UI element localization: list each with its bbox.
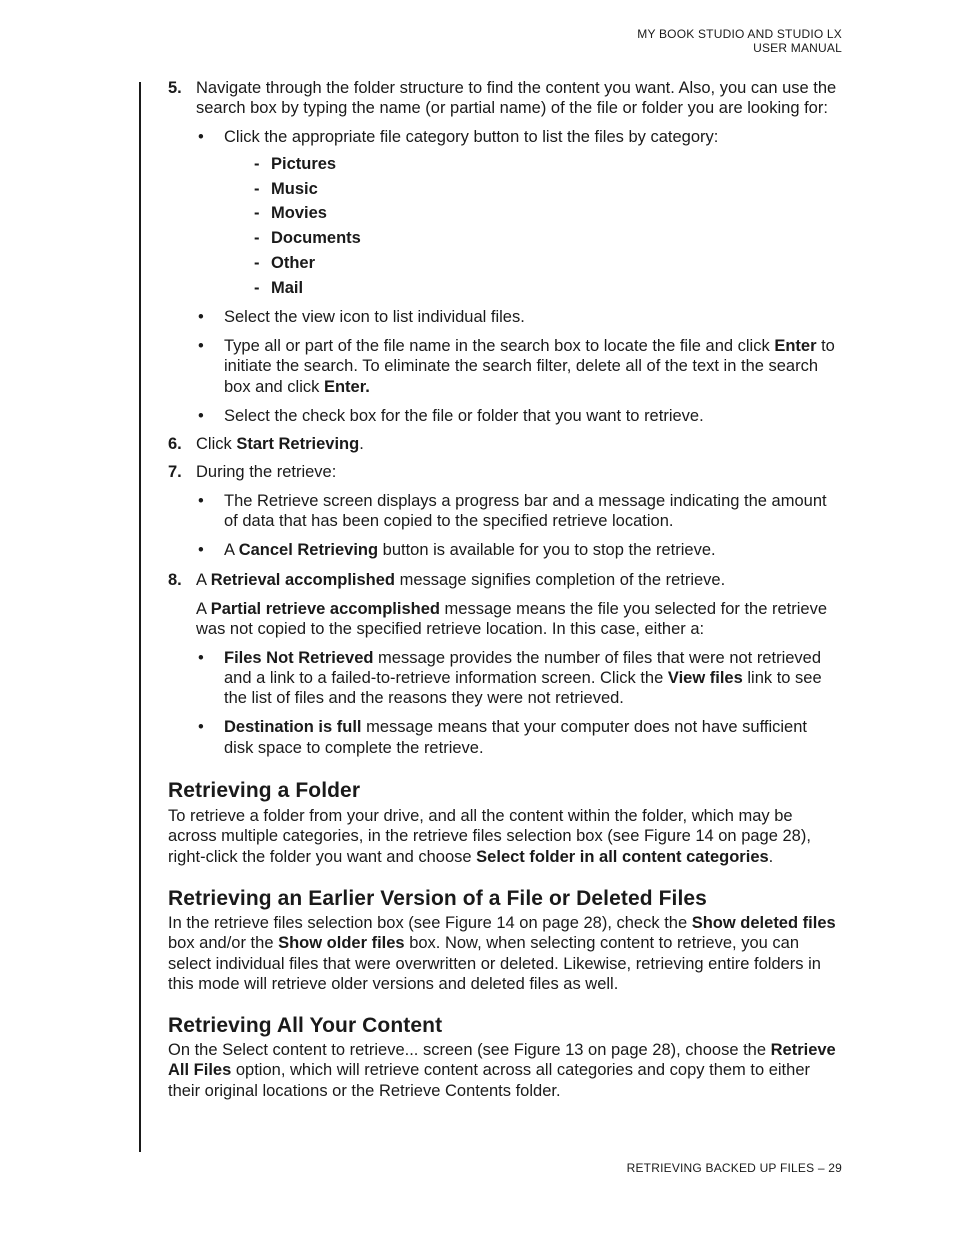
text-run: To retrieve a folder from your drive, and all the content within the folder, which may be across multiple categories, in the retrieve files selection box (see Figure 14 on page 28), right-click the folder you want and choose bbox=[168, 807, 811, 866]
text-run: A bbox=[224, 541, 239, 560]
step-7-bullets bbox=[196, 491, 840, 561]
step-text: During the retrieve: bbox=[196, 463, 337, 482]
bullet-destination-full bbox=[196, 717, 840, 758]
text-run: to initiate the search. To eliminate the search filter, delete all of the text in the search box and click bbox=[224, 336, 835, 396]
text-run: box. Now, when selecting content to retrieve, you can select individual files that were overwritten or deleted. Likewise, retrieving entire folders in this mode will retrieve older versions and deleted files as well. bbox=[168, 934, 821, 993]
step-text: Navigate through the folder structure to find the content you want. Also, you can use the search box by typing the name (or partial name) of the file or folder you are looking for: bbox=[196, 79, 837, 118]
text-run: On the Select content to retrieve... screen (see Figure 13 on page 28), choose the bbox=[168, 1041, 771, 1060]
header-title: MY BOOK STUDIO AND STUDIO LX bbox=[637, 27, 842, 41]
bold-run: Retrieve All Files bbox=[168, 1041, 836, 1080]
bullet-check: • Select the check box for the file or folder that you want to retrieve. bbox=[196, 406, 840, 426]
step-5-bullets bbox=[196, 127, 840, 427]
page-body bbox=[168, 78, 840, 1101]
section-paragraph bbox=[168, 1040, 840, 1101]
category-list bbox=[224, 152, 840, 301]
text-run: . bbox=[359, 435, 364, 454]
bold-run: Destination is full bbox=[224, 718, 362, 737]
text-run: message provides the number of files that were not retrieved and a link to a failed-to-retrieve information screen. Click the bbox=[224, 648, 822, 687]
bold-run: Partial retrieve accomplished bbox=[210, 599, 440, 618]
bold-run: Cancel Retrieving bbox=[238, 541, 379, 560]
bold-run: Show deleted files bbox=[691, 913, 836, 932]
section-heading: Retrieving All Your Content bbox=[168, 1014, 443, 1038]
bullet-text: Click the appropriate file category button to list the files by category: bbox=[224, 127, 719, 146]
text-run: message signifies completion of the retrieve. bbox=[395, 570, 726, 589]
text-run: box and/or the bbox=[168, 934, 279, 953]
text-run: button is available for you to stop the retrieve. bbox=[378, 541, 716, 560]
header-subtitle: USER MANUAL bbox=[753, 41, 842, 55]
bullet-search bbox=[196, 336, 840, 397]
step-number: 6. bbox=[168, 435, 182, 454]
page-header bbox=[637, 27, 842, 55]
page-footer: RETRIEVING BACKED UP FILES – 29 bbox=[626, 1161, 842, 1175]
step-number: 8. bbox=[168, 570, 182, 589]
step-8-bullets bbox=[196, 648, 840, 758]
bullet-files-not-retrieved bbox=[196, 648, 840, 709]
step-number: 5. bbox=[168, 79, 182, 97]
section-heading: Retrieving a Folder bbox=[168, 779, 361, 803]
bullet-cancel bbox=[196, 540, 840, 560]
bullet-progress: • The Retrieve screen displays a progress bar and a message indicating the amount of data that has been copied to the specified retrieve location. bbox=[196, 491, 840, 532]
text-run: message means that your computer does not have sufficient disk space to complete the retrieve. bbox=[224, 718, 807, 757]
text-run: link to see the list of files and the reasons they were not retrieved. bbox=[224, 668, 822, 708]
step-6 bbox=[168, 434, 840, 454]
category-item: - Pictures bbox=[254, 152, 840, 177]
bullet-category bbox=[196, 127, 840, 301]
step-text bbox=[196, 570, 840, 590]
bold-run: Select folder in all content categories bbox=[476, 847, 769, 866]
category-item: - Movies bbox=[254, 201, 840, 226]
step-text bbox=[196, 434, 840, 454]
category-item: - Mail bbox=[254, 276, 840, 301]
text-run: A bbox=[196, 599, 211, 618]
section-paragraph bbox=[168, 913, 840, 994]
text-run: . bbox=[768, 847, 774, 866]
category-item: - Documents bbox=[254, 226, 840, 251]
step-7 bbox=[168, 462, 840, 560]
text-run: A bbox=[196, 570, 211, 589]
bold-run: Show older files bbox=[278, 934, 405, 953]
margin-rule bbox=[139, 82, 141, 1152]
section-heading: Retrieving an Earlier Version of a File or Deleted Files bbox=[168, 886, 707, 910]
step-5 bbox=[168, 78, 840, 426]
text-run: message means the file you selected for the retrieve was not copied to the specified retrieve location. In this case, either a: bbox=[196, 599, 828, 639]
bullet-view: • Select the view icon to list individual files. bbox=[196, 307, 840, 327]
step-number: 7. bbox=[168, 463, 182, 482]
text-run: option, which will retrieve content across all categories and copy them to either their original locations or the Retrieve Contents folder. bbox=[168, 1061, 810, 1100]
bold-run: Files Not Retrieved bbox=[224, 648, 374, 667]
bold-run: Enter. bbox=[323, 377, 370, 396]
step-paragraph bbox=[196, 599, 840, 640]
bold-run: View files bbox=[667, 668, 743, 687]
section-paragraph bbox=[168, 806, 840, 867]
bold-run: Retrieval accomplished bbox=[210, 570, 396, 589]
category-item: - Other bbox=[254, 251, 840, 276]
bold-run: Enter bbox=[774, 336, 817, 355]
step-8 bbox=[168, 570, 840, 758]
text-run: In the retrieve files selection box (see Figure 14 on page 28), check the bbox=[168, 913, 692, 932]
category-item: - Music bbox=[254, 177, 840, 202]
text-run: Click bbox=[196, 435, 237, 454]
bold-run: Start Retrieving bbox=[236, 435, 360, 454]
text-run: Type all or part of the file name in the search box to locate the file and click bbox=[224, 336, 775, 355]
